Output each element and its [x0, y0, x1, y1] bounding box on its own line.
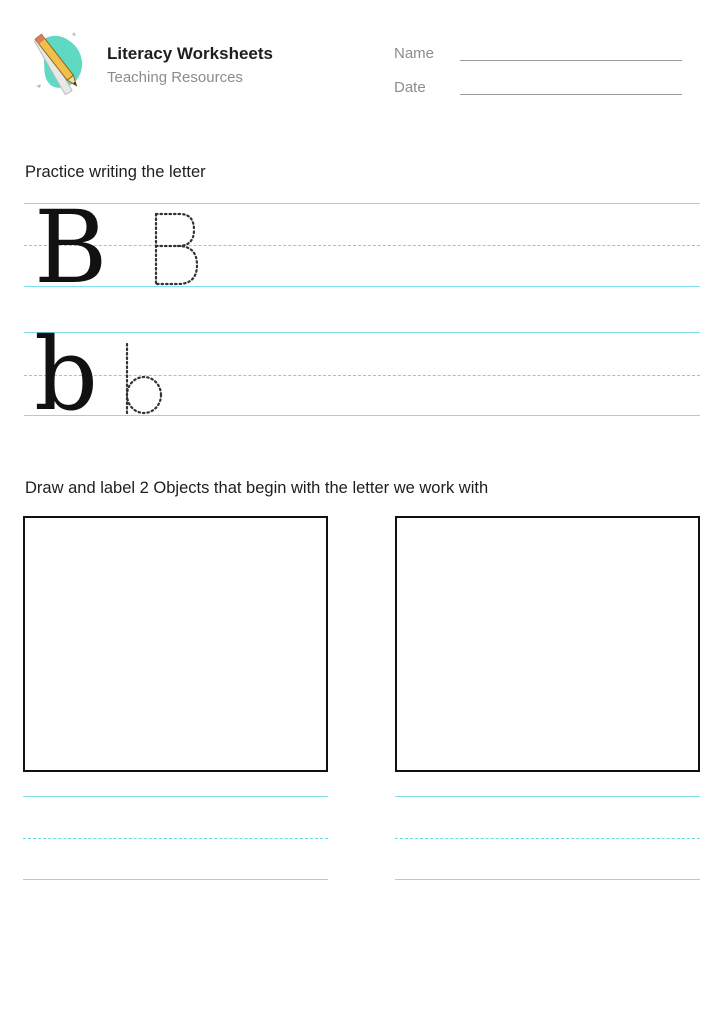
model-letter-uppercase: B [34, 189, 108, 306]
trace-letter-uppercase[interactable] [150, 210, 202, 288]
label-mid-line [23, 838, 328, 839]
drawing-box-2[interactable] [395, 516, 700, 772]
logo [28, 26, 88, 98]
label-base-line[interactable] [395, 879, 700, 880]
label-top-line [23, 796, 328, 797]
label-base-line[interactable] [23, 879, 328, 880]
model-letter-lowercase: b [34, 316, 99, 433]
date-field[interactable] [460, 94, 682, 95]
drawing-heading: Draw and label 2 Objects that begin with the letter we work with [25, 479, 489, 497]
guide-base-line [24, 286, 700, 287]
label-top-line [395, 796, 700, 797]
label-mid-line [395, 838, 700, 839]
brand-title: Literacy Worksheets [107, 44, 273, 63]
trace-letter-lowercase[interactable] [120, 340, 170, 418]
practice-heading: Practice writing the letter [25, 163, 206, 181]
pencil-ruler-icon [28, 26, 88, 98]
name-field[interactable] [460, 60, 682, 61]
guide-top-line [24, 332, 700, 333]
guide-top-line [24, 203, 700, 204]
brand-subtitle: Teaching Resources [107, 69, 243, 86]
drawing-box-1[interactable] [23, 516, 328, 772]
name-label: Name [394, 45, 435, 62]
guide-mid-line [24, 245, 700, 246]
date-label: Date [394, 79, 426, 96]
